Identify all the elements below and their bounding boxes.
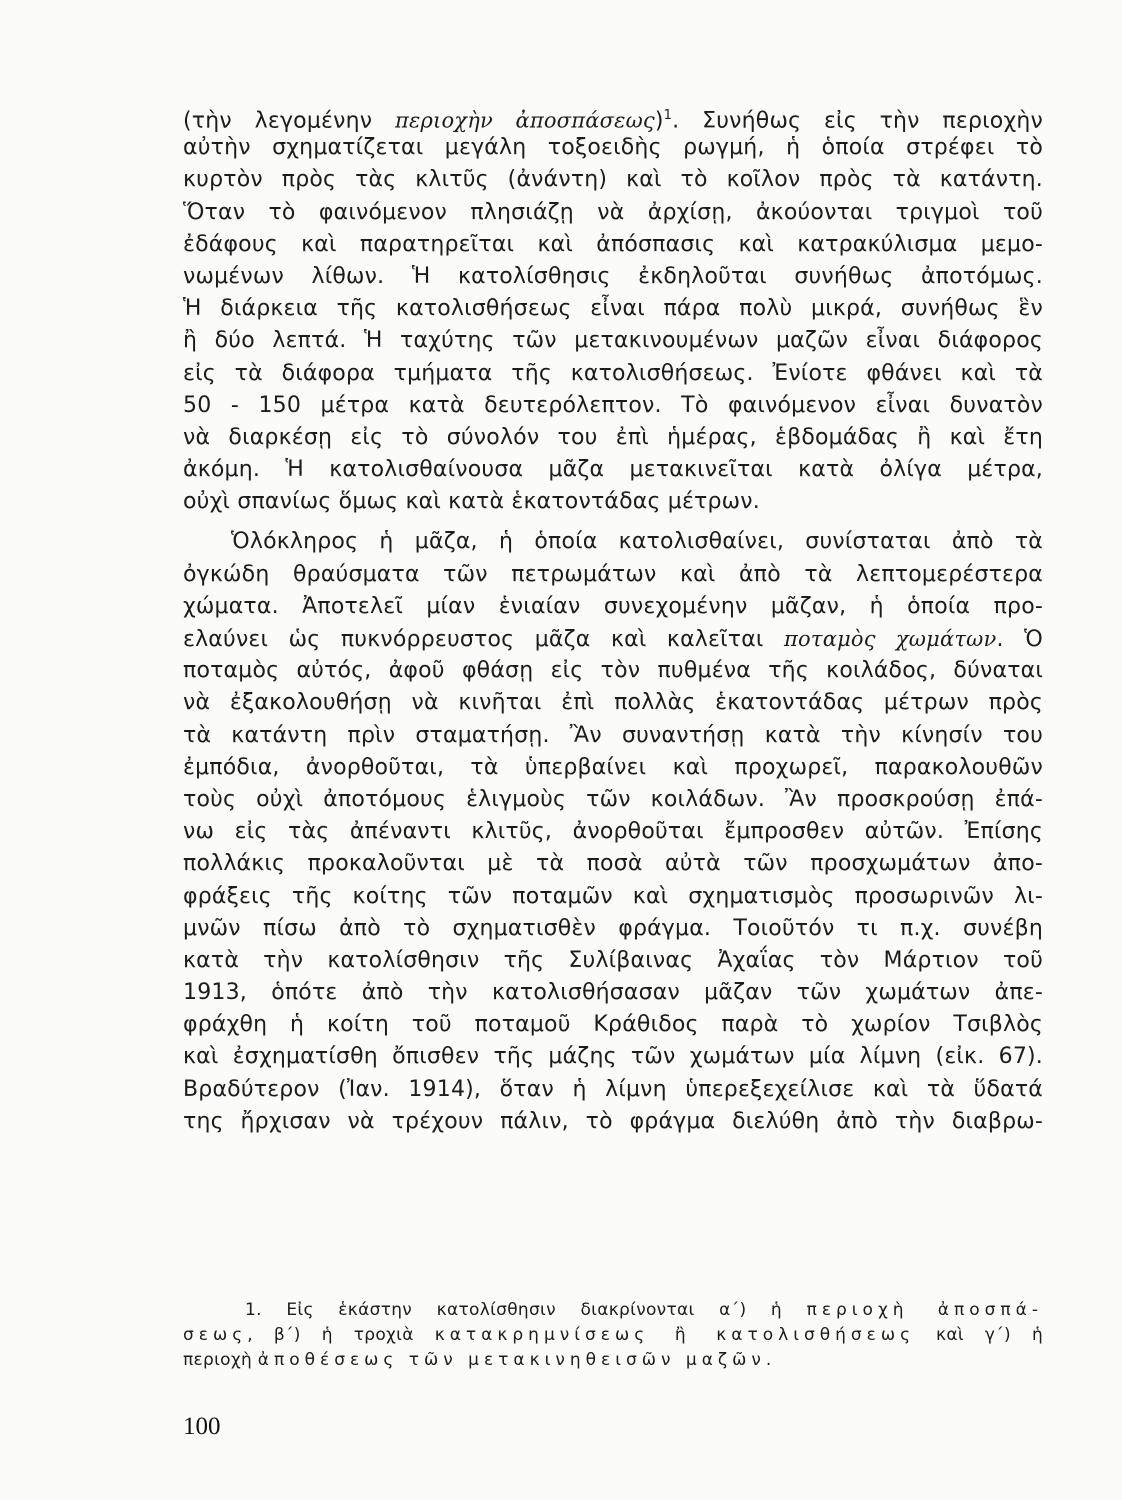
body-text <box>183 100 1043 1138</box>
text-line: τοὺς οὐχὶ ἀποτόμους ἑλιγμοὺς τῶν κοιλάδων. Ἂν προσκρούσῃ ἐπά- <box>183 786 1043 812</box>
italic-term: ποταμὸς χωμάτων <box>784 627 997 651</box>
text-line: Ὅταν τὸ φαινόμενον πλησιάζῃ νὰ ἀρχίσῃ, ἀκούονται τριγμοὶ τοῦ <box>183 199 1043 225</box>
text-line: φράχθη ἡ κοίτη τοῦ ποταμοῦ Κράθιδος παρὰ τὸ χωρίον Τσιβλὸς <box>183 1012 1043 1038</box>
italic-term: περιοχὴν ἀποσπάσεως <box>395 108 655 133</box>
text-line: Ὁλόκληρος ἡ μᾶζα, ἡ ὁποία κατολισθαίνει, συνίσταται ἀπὸ τὰ <box>231 529 1043 555</box>
footnote-line: 1. Εἰς ἑκάστην κατολίσθησιν διακρίνονται α΄) ἡ περιοχὴ ἀποσπά- <box>245 1300 1043 1320</box>
text-line: νω εἰς τὰς ἀπέναντι κλιτῦς, ἀνορθοῦται ἔμπροσθεν αὐτῶν. Ἐπίσης <box>183 819 1043 845</box>
text-line: ἀκόμη. Ἡ κατολισθαίνουσα μᾶζα μετακινεῖται κατὰ ὀλίγα μέτρα, <box>183 457 1043 483</box>
footnote <box>183 1298 1043 1373</box>
text-line: νωμένων λίθων. Ἡ κατολίσθησις ἐκδηλοῦται συνήθως ἀποτόμως. <box>183 263 1043 289</box>
text-line: Βραδύτερον (Ἰαν. 1914), ὅταν ἡ λίμνη ὑπερεξεχείλισε καὶ τὰ ὕδατά <box>183 1076 1043 1102</box>
text-line: 50 - 150 μέτρα κατὰ δευτερόλεπτον. Τὸ φαινόμενον εἶναι δυνατὸν <box>183 392 1043 418</box>
page-number: 100 <box>183 1413 221 1440</box>
text-line: ἢ δύο λεπτά. Ἡ ταχύτης τῶν μετακινουμένων μαζῶν εἶναι διάφορος <box>183 328 1043 354</box>
spaced-term: ἀποθέσεως τῶν μετακινηθεισῶν μαζῶν <box>257 1350 766 1370</box>
text-line: (τὴν λεγομένην περιοχὴν ἀποσπάσεως)$^1$. Συνήθως εἰς τὴν περιοχὴν <box>183 108 1043 134</box>
text-line: κυρτὸν πρὸς τὰς κλιτῦς (ἀνάντη) καὶ τὸ κοῖλον πρὸς τὰ κατάντη. <box>183 167 1043 193</box>
spaced-term: κατακρημνίσεως ἢ κατολισθήσεως <box>434 1325 916 1345</box>
text-line: φράξεις τῆς κοίτης τῶν ποταμῶν καὶ σχηματισμὸς προσωρινῶν λι- <box>183 883 1043 909</box>
text-line: νὰ ἐξακολουθήσῃ νὰ κινῆται ἐπὶ πολλὰς ἑκατοντάδας μέτρων πρὸς <box>183 690 1043 716</box>
footnote-line: περιοχὴ ἀποθέσεως τῶν μετακινηθεισῶν μαζῶν. <box>183 1350 772 1370</box>
spaced-term: περιοχὴ ἀποσπά- <box>806 1300 1043 1320</box>
text-line: καὶ ἐσχηματίσθη ὄπισθεν τῆς μάζης τῶν χωμάτων μία λίμνη (εἰκ. 67). <box>183 1044 1043 1070</box>
text-line: ποταμὸς αὐτός, ἀφοῦ φθάσῃ εἰς τὸν πυθμένα τῆς κοιλάδος, δύναται <box>183 658 1043 684</box>
text-line: νὰ διαρκέσῃ εἰς τὸ σύνολόν του ἐπὶ ἡμέρας, ἑβδομάδας ἢ καὶ ἔτη <box>183 424 1043 450</box>
text-line: 1913, ὁπότε ἀπὸ τὴν κατολισθήσασαν μᾶζαν τῶν χωμάτων ἀπε- <box>183 980 1043 1006</box>
text-line: ἐδάφους καὶ παρατηρεῖται καὶ ἀπόσπασις καὶ κατρακύλισμα μεμο- <box>183 231 1043 257</box>
text-line: πολλάκις προκαλοῦνται μὲ τὰ ποσὰ αὐτὰ τῶν προσχωμάτων ἀπο- <box>183 851 1043 877</box>
text-line: τὰ κατάντη πρὶν σταματήσῃ. Ἂν συναντήσῃ κατὰ τὴν κίνησίν του <box>183 722 1043 748</box>
footnote-line: σεως, β΄) ἡ τροχιὰ κατακρημνίσεως ἢ κατολισθήσεως καὶ γ΄) ἡ <box>183 1325 1044 1345</box>
text-line: Ἡ διάρκεια τῆς κατολισθήσεως εἶναι πάρα πολὺ μικρά, συνήθως ἓν <box>183 296 1043 322</box>
text-line: της ἤρχισαν νὰ τρέχουν πάλιν, τὸ φράγμα διελύθη ἀπὸ τὴν διαβρω- <box>183 1108 1043 1134</box>
text-line: οὐχὶ σπανίως ὅμως καὶ κατὰ ἑκατοντάδας μέτρων. <box>183 489 760 515</box>
text-line: ἐμπόδια, ἀνορθοῦται, τὰ ὑπερβαίνει καὶ προχωρεῖ, παρακολουθῶν <box>183 754 1043 780</box>
footnote-reference: 1 <box>663 108 673 123</box>
text-line: μνῶν πίσω ἀπὸ τὸ σχηματισθὲν φράγμα. Τοιοῦτόν τι π.χ. συνέβη <box>183 915 1043 941</box>
text-line: εἰς τὰ διάφορα τμήματα τῆς κατολισθήσεως. Ἐνίοτε φθάνει καὶ τὰ <box>183 360 1043 386</box>
text-line: κατὰ τὴν κατολίσθησιν τῆς Συλίβαινας Ἀχαΐας τὸν Μάρτιον τοῦ <box>183 947 1043 973</box>
text-line: ὀγκώδη θραύσματα τῶν πετρωμάτων καὶ ἀπὸ τὰ λεπτομερέστερα <box>183 561 1043 587</box>
text-line: χώματα. Ἀποτελεῖ μίαν ἑνιαίαν συνεχομένην μᾶζαν, ἡ ὁποία προ- <box>183 593 1043 619</box>
text-line: ελαύνει ὡς πυκνόρρευστος μᾶζα καὶ καλεῖται ποταμὸς χωμάτων. Ὁ <box>183 627 1043 652</box>
text-line: αὐτὴν σχηματίζεται μεγάλη τοξοειδὴς ρωγμή, ἡ ὁποία στρέφει τὸ <box>183 135 1043 161</box>
spaced-term: σεως <box>183 1325 248 1345</box>
